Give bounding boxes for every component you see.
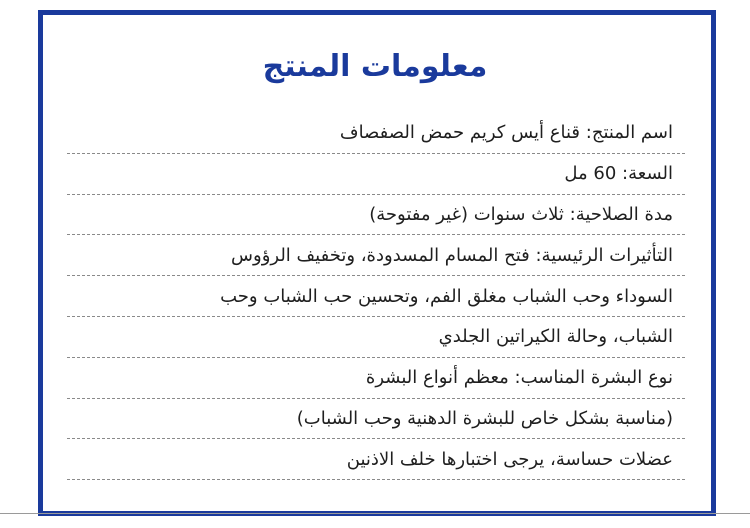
info-row-effects-1: التأثيرات الرئيسية: فتح المسام المسدودة، وتخفيف الرؤوس bbox=[67, 235, 685, 276]
info-row-skin-type: نوع البشرة المناسب: معظم أنواع البشرة bbox=[67, 358, 685, 399]
info-list bbox=[67, 113, 685, 480]
info-row-effects-2: السوداء وحب الشباب مغلق الفم، وتحسين حب الشباب وحب bbox=[67, 276, 685, 317]
info-row-skin-note: (مناسبة بشكل خاص للبشرة الدهنية وحب الشباب) bbox=[67, 399, 685, 440]
info-row-capacity: السعة: 60 مل bbox=[67, 154, 685, 195]
card-title: معلومات المنتج bbox=[262, 49, 488, 84]
info-row-product-name: اسم المنتج: قناع أيس كريم حمض الصفصاف bbox=[67, 113, 685, 154]
info-row-sensitive-warning: عضلات حساسة، يرجى اختبارها خلف الاذنين bbox=[67, 439, 685, 480]
info-row-shelf-life: مدة الصلاحية: ثلاث سنوات (غير مفتوحة) bbox=[67, 195, 685, 236]
bottom-divider bbox=[0, 513, 750, 514]
info-row-effects-3: الشباب، وحالة الكيراتين الجلدي bbox=[67, 317, 685, 358]
